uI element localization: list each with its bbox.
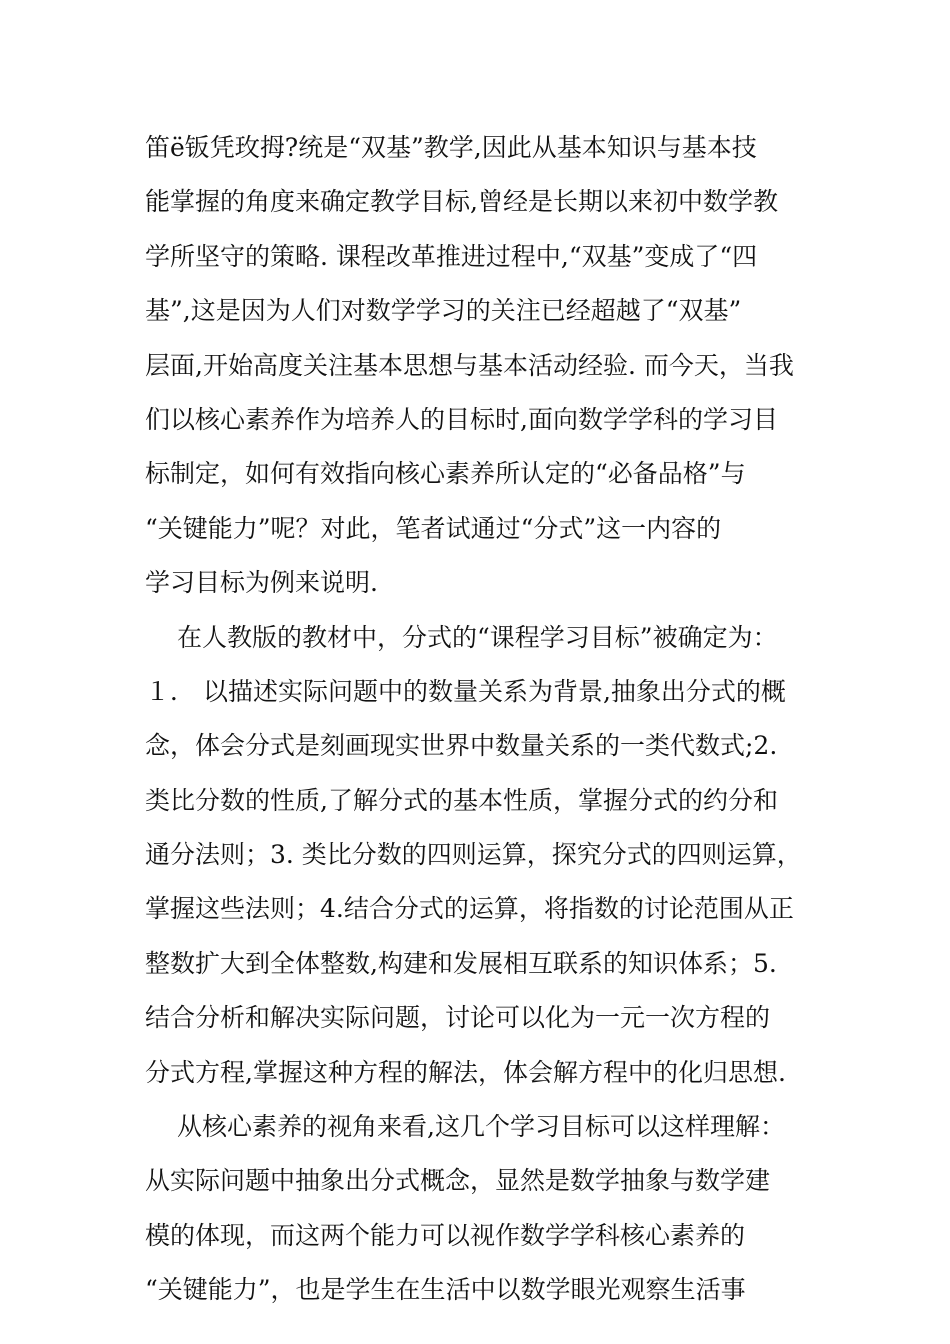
text-line: １． 以描述实际问题中的数量关系为背景,抽象出分式的概 xyxy=(145,676,786,706)
text-line: 整数扩大到全体整数,构建和发展相互联系的知识体系；5. xyxy=(145,948,777,978)
text-line: “关键能力”呢？对此，笔者试通过“分式”这一内容的 xyxy=(145,513,722,543)
text-line: 分式方程,掌握这种方程的解法，体会解方程中的化归思想. xyxy=(145,1057,786,1087)
text-line: 们以核心素养作为培养人的目标时,面向数学学科的学习目 xyxy=(145,404,778,434)
paragraph-start-line: 在人教版的教材中，分式的“课程学习目标”被确定为： xyxy=(177,622,778,652)
text-line: 通分法则；3. 类比分数的四则运算，探究分式的四则运算， xyxy=(145,840,802,870)
text-line: 模的体现，而这两个能力可以视作数学学科核心素养的 xyxy=(145,1220,746,1250)
text-line: 从实际问题中抽象出分式概念，显然是数学抽象与数学建 xyxy=(145,1166,771,1196)
body-text xyxy=(145,121,805,1318)
paragraph-start-line: 从核心素养的视角来看,这几个学习目标可以这样理解： xyxy=(177,1112,785,1142)
text-line: 结合分析和解决实际问题，讨论可以化为一元一次方程的 xyxy=(145,1003,771,1033)
text-line: 学所坚守的策略. 课程改革推进过程中,“双基”变成了“四 xyxy=(145,241,758,271)
text-line: 基”,这是因为人们对数学学习的关注已经超越了“双基” xyxy=(145,296,742,326)
text-line: 标制定，如何有效指向核心素养所认定的“必备品格”与 xyxy=(145,459,746,489)
text-line: 学习目标为例来说明. xyxy=(145,568,378,598)
text-line: 掌握这些法则；4.结合分式的运算，将指数的讨论范围从正 xyxy=(145,894,794,924)
text-line: 类比分数的性质,了解分式的基本性质，掌握分式的约分和 xyxy=(145,785,778,815)
text-line: 能掌握的角度来确定教学目标,曾经是长期以来初中数学教 xyxy=(145,187,778,217)
text-line: 念，体会分式是刻画现实世界中数量关系的一类代数式;2. xyxy=(145,731,778,761)
text-line: “关键能力”，也是学生在生活中以数学眼光观察生活事 xyxy=(145,1275,746,1305)
text-line: 笛ë钣凭玫拇?统是“双基”教学,因此从基本知识与基本技 xyxy=(145,133,757,162)
text-line: 层面,开始高度关注基本思想与基本活动经验. 而今天，当我 xyxy=(145,350,794,380)
